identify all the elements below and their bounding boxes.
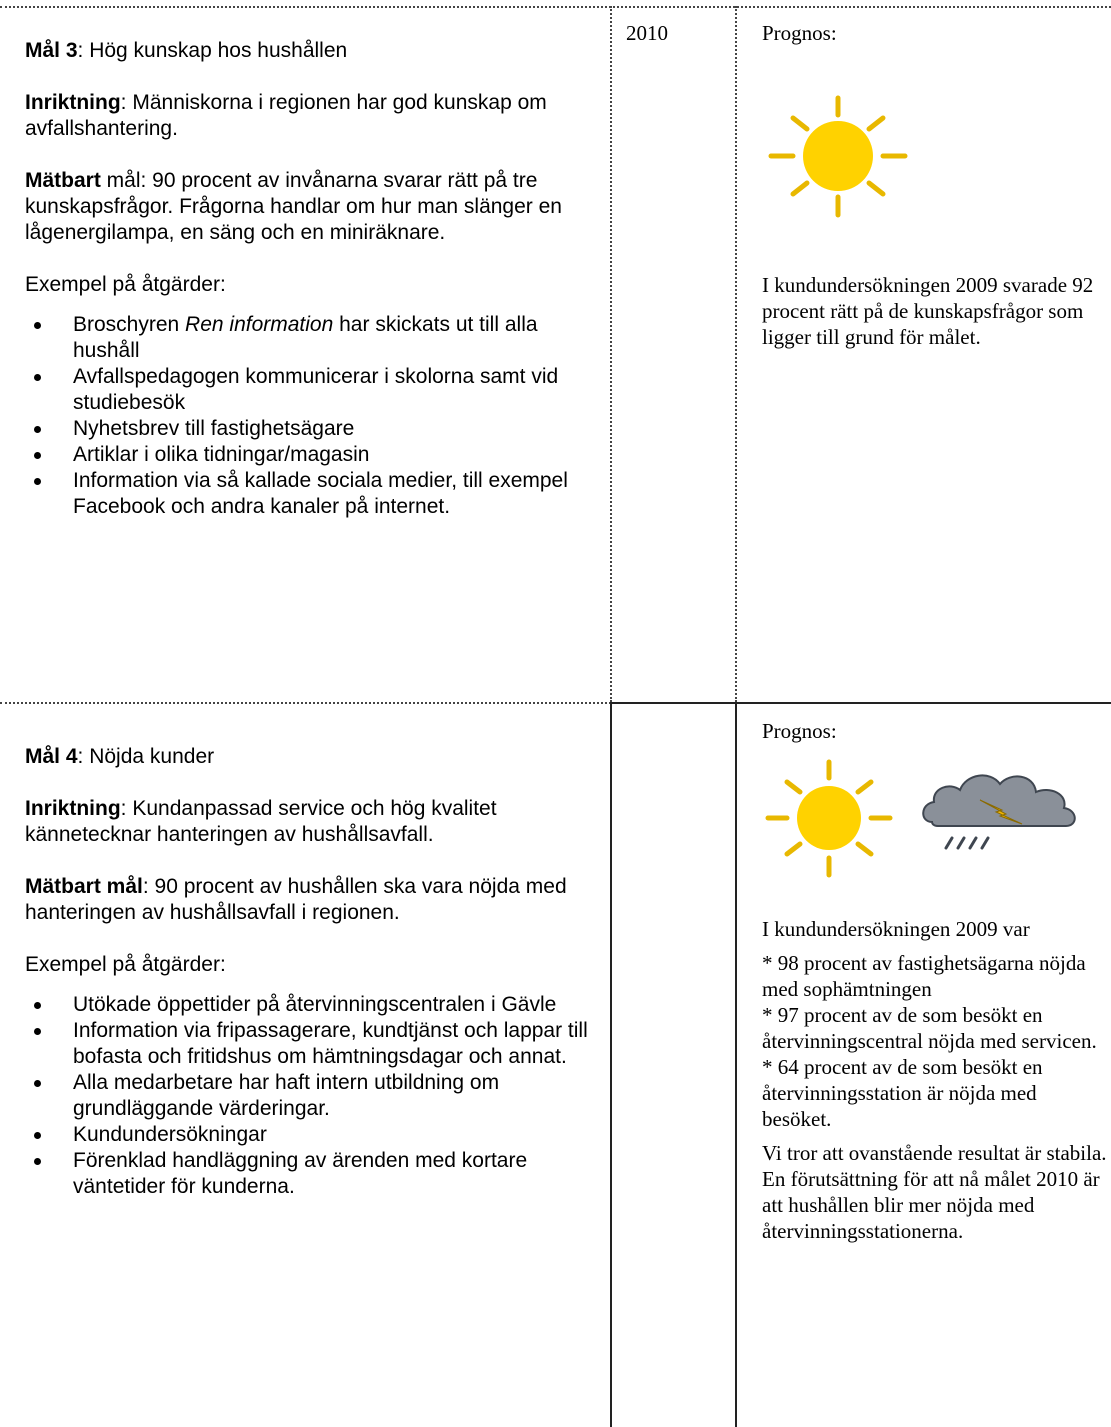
table-top-border xyxy=(0,6,1111,8)
sun-icon xyxy=(763,758,893,880)
goal4-outlook-text: Vi tror att ovanstående resultat är stabila. En förutsättning för att nå målet 2010 är att hushållen blir mer nöjda med återvinningsstationerna. xyxy=(762,1141,1107,1243)
goal3-measures-list xyxy=(25,312,595,520)
column-divider-2-upper xyxy=(735,6,737,702)
list-item: Förenklad handläggning av ärenden med kortare väntetider för kunderna. xyxy=(25,1148,595,1200)
goal4-result-intro: I kundundersökningen 2009 var xyxy=(762,917,1030,941)
sun-icon xyxy=(763,93,913,221)
list-item: Utökade öppettider på återvinningscentralen i Gävle xyxy=(25,992,595,1018)
storm-cloud-icon xyxy=(918,764,1080,864)
goal3-year: 2010 xyxy=(626,21,668,45)
goal4-examples-label: Exempel på åtgärder: xyxy=(25,953,226,976)
list-item: Avfallspedagogen kommunicerar i skolorna samt vid studiebesök xyxy=(25,364,595,416)
goal4-results xyxy=(762,916,1107,1244)
goal3-direction: Inriktning: Människorna i regionen har god kunskap om avfallshantering. xyxy=(25,91,547,140)
goal3-result-text: I kundundersökningen 2009 svarade 92 procent rätt på de kunskapsfrågor som ligger till grund för målet. xyxy=(762,273,1094,349)
goal4-description xyxy=(25,744,595,1200)
goal4-result-item: * 97 procent av de som besökt en återvinningscentral nöjda med servicen. xyxy=(762,1003,1097,1053)
goal3-description xyxy=(25,38,595,520)
goal4-direction: Inriktning: Kundanpassad service och hög kvalitet kännetecknar hanteringen av hushållsavfall. xyxy=(25,797,497,846)
row-divider xyxy=(0,702,611,704)
list-item: Broschyren Ren information har skickats ut till alla hushåll xyxy=(25,312,595,364)
list-item: Information via så kallade sociala medier, till exempel Facebook och andra kanaler på internet. xyxy=(25,468,595,520)
column-divider-1-upper xyxy=(610,6,612,702)
list-item: Nyhetsbrev till fastighetsägare xyxy=(25,416,595,442)
column-divider-1-lower xyxy=(610,702,612,1427)
goal3-title: Mål 3: Hög kunskap hos hushållen xyxy=(25,39,348,62)
list-item: Artiklar i olika tidningar/magasin xyxy=(25,442,595,468)
goal3-measurable-goal: Mätbart mål: 90 procent av invånarna svarar rätt på tre kunskapsfrågor. Frågorna handlar om hur man slänger en lågenergilampa, en säng och en miniräknare. xyxy=(25,169,562,244)
list-item: Alla medarbetare har haft intern utbildning om grundläggande värderingar. xyxy=(25,1070,595,1122)
goal4-measures-list xyxy=(25,992,595,1200)
goal4-title: Mål 4: Nöjda kunder xyxy=(25,745,215,768)
list-item: Kundundersökningar xyxy=(25,1122,595,1148)
goal3-forecast-label: Prognos: xyxy=(762,21,837,45)
goal4-result-item: * 64 procent av de som besökt en återvinningsstation är nöjda med besöket. xyxy=(762,1055,1043,1131)
goal4-forecast-label: Prognos: xyxy=(762,719,837,743)
goal4-measurable-goal: Mätbart mål: 90 procent av hushållen ska vara nöjda med hanteringen av hushållsavfall i regionen. xyxy=(25,875,567,924)
row-divider-right xyxy=(611,702,1111,704)
list-item: Information via fripassagerare, kundtjänst och lappar till bofasta och fritidshus om hämtningsdagar och annat. xyxy=(25,1018,595,1070)
column-divider-2-lower xyxy=(735,702,737,1427)
goal3-examples-label: Exempel på åtgärder: xyxy=(25,273,226,296)
goal4-result-item: * 98 procent av fastighetsägarna nöjda med sophämtningen xyxy=(762,951,1086,1001)
